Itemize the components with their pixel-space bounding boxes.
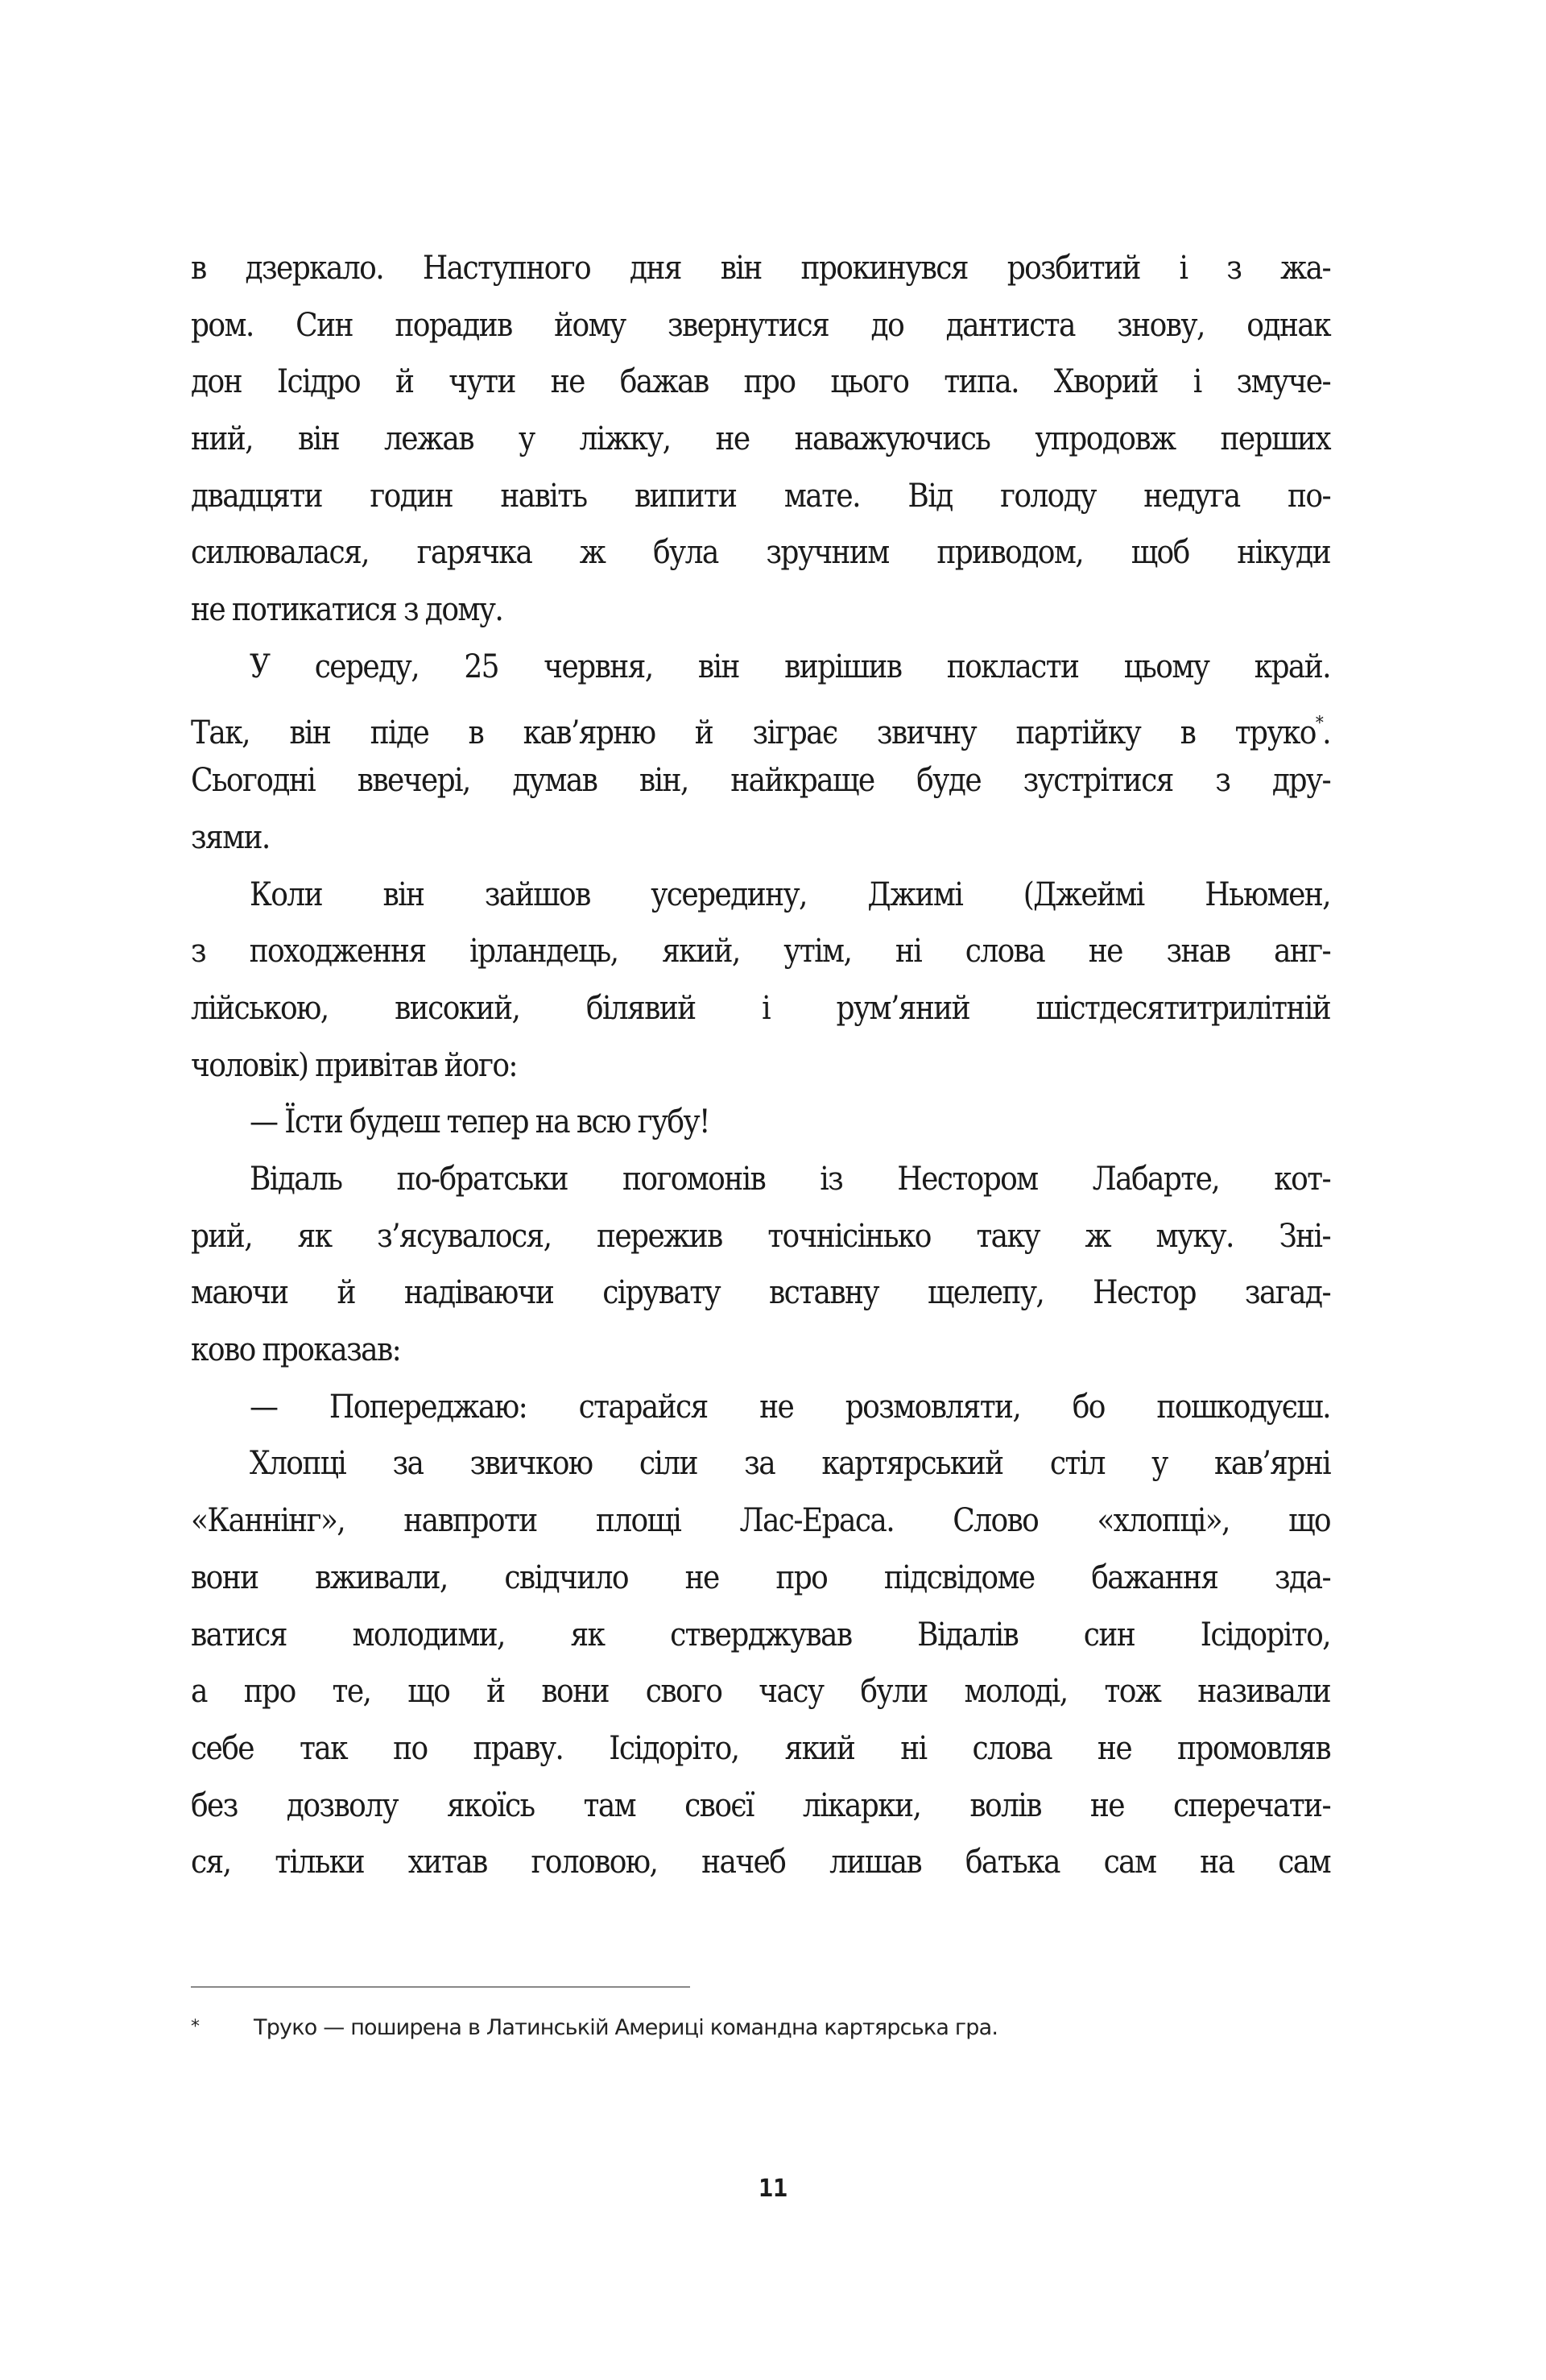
text-line	[191, 1265, 1330, 1322]
text-line-content: в дзеркало. Наступного дня він прокинувся розбитий і з жа-	[191, 250, 1330, 287]
text-line	[191, 1720, 1330, 1778]
footnote-text: Труко — поширена в Латинській Америці командна картярська гра.	[254, 2015, 998, 2040]
text-line-content: ково проказав:	[191, 1331, 401, 1369]
text-line-content: маючи й надіваючи сірувату вставну щелепу, Нестор загад-	[191, 1274, 1330, 1312]
text-line-content: Сьогодні ввечері, думав він, найкраще буде зустрітися з дру-	[191, 762, 1330, 800]
text-line	[191, 696, 1330, 753]
text-line-content: ватися молодими, як стверджував Відалів син Ісідоріто,	[191, 1616, 1330, 1654]
text-line	[191, 1550, 1330, 1607]
page-number: 11	[758, 2175, 788, 2203]
text-line-content: Так, він піде в кав’ярню й зіграє звичну партійку в труко	[191, 714, 1316, 751]
text-line-suffix: .	[1322, 714, 1330, 751]
text-line-content: зями.	[191, 818, 270, 856]
text-line	[191, 1492, 1330, 1550]
text-line-content: вони вживали, свідчило не про підсвідоме бажання зда-	[191, 1558, 1330, 1596]
text-line	[191, 1208, 1330, 1265]
text-line	[191, 354, 1330, 411]
text-line-content: Хлопці за звичкою сіли за картярський стіл у кав’ярні	[250, 1445, 1330, 1483]
text-line-content: ром. Син порадив йому звернутися до дантиста знову, однак	[191, 306, 1330, 344]
text-line-content: дон Ісідро й чути не бажав про цього типа. Хворий і змуче-	[191, 363, 1330, 401]
footnote-separator	[191, 1986, 690, 1988]
text-line-content: не потикатися з дому.	[191, 591, 503, 629]
text-line	[191, 1663, 1330, 1720]
text-line-content: лійською, високий, білявий і рум’яний шістдесятитрилітній	[191, 989, 1330, 1027]
text-line-content: У середу, 25 червня, він вирішив покласти цьому край.	[250, 648, 1330, 685]
text-line	[191, 240, 1330, 297]
text-line	[191, 468, 1330, 525]
text-line-content: без дозволу якоїсь там своєї лікарки, волів не сперечати-	[191, 1786, 1330, 1824]
text-line-content: силювалася, гарячка ж була зручним приводом, щоб нікуди	[191, 534, 1330, 572]
body-text	[191, 240, 1330, 1891]
text-line	[191, 1322, 1330, 1379]
text-line	[191, 867, 1330, 924]
text-line-content: ний, він лежав у ліжку, не наважуючись упродовж перших	[191, 420, 1330, 458]
text-line	[191, 1151, 1330, 1208]
text-line-content: Коли він зайшов усередину, Джимі (Джеймі Ньюмен,	[250, 875, 1330, 913]
text-line-content: рий, як з’ясувалося, пережив точнісінько таку ж муку. Зні-	[191, 1217, 1330, 1255]
text-line	[191, 297, 1330, 354]
text-line-content: — Попереджаю: старайся не розмовляти, бо пошкодуєш.	[250, 1388, 1330, 1426]
text-line	[191, 1094, 1330, 1151]
text-line-content: а про те, що й вони свого часу були молоді, тож називали	[191, 1673, 1330, 1711]
text-line-content: себе так по праву. Ісідоріто, який ні слова не промовляв	[191, 1729, 1330, 1767]
text-line-content: чоловік) привітав його:	[191, 1046, 517, 1084]
text-line-content: ся, тільки хитав головою, начеб лишав батька сам на сам	[191, 1844, 1330, 1881]
text-line	[191, 752, 1330, 809]
text-line-content: з походження ірландець, який, утім, ні слова не знав анг-	[191, 933, 1330, 971]
text-line	[191, 923, 1330, 980]
text-line	[191, 639, 1330, 696]
text-line	[191, 1607, 1330, 1664]
text-line	[191, 1778, 1330, 1835]
text-line	[191, 1379, 1330, 1436]
text-line	[191, 1435, 1330, 1492]
footnote-mark: *	[191, 2017, 200, 2037]
text-line-content: — Їсти будеш тепер на всю губу!	[250, 1103, 709, 1141]
text-line-content: Відаль по-братськи погомонів із Нестором Лабарте, кот-	[250, 1161, 1330, 1198]
text-line	[191, 980, 1330, 1037]
text-line	[191, 1037, 1330, 1095]
text-line	[191, 1834, 1330, 1891]
text-line-content: двадцяти годин навіть випити мате. Від голоду недуга по-	[191, 477, 1330, 515]
text-line-content: «Каннінг», навпроти площі Лас-Ераса. Слово «хлопці», що	[191, 1502, 1330, 1540]
footnote-reference[interactable]: *	[1315, 713, 1323, 734]
text-line	[191, 411, 1330, 468]
text-line	[191, 582, 1330, 639]
text-line	[191, 809, 1330, 867]
text-line	[191, 524, 1330, 582]
